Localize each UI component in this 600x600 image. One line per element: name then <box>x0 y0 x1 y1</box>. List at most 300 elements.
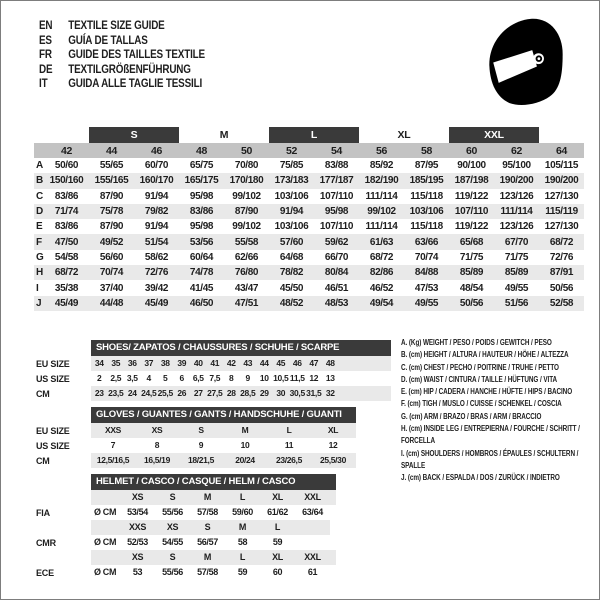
value-cell: XXL <box>295 550 330 565</box>
size-group-end-spacer <box>539 127 584 143</box>
value-cell: 9 <box>198 440 204 450</box>
value-cell: XS <box>135 423 179 438</box>
language-code: DE <box>39 63 53 76</box>
value-cell: M <box>190 490 225 505</box>
size-value: 56/60 <box>99 251 124 263</box>
value-cell: L <box>267 423 311 438</box>
legend-item: F. (cm) TIGH / MUSLO / CUISSE / SCHENKEL / COSCIA <box>401 399 562 409</box>
size-value: 70/74 <box>99 267 124 279</box>
size-value: 115/118 <box>410 221 443 233</box>
textile-row-f <box>34 234 584 249</box>
filler-cell <box>295 535 330 550</box>
row-letter: H <box>36 267 43 279</box>
value-cell: XS <box>120 550 155 565</box>
size-value: 103/106 <box>274 190 309 202</box>
value-cell: 23,5 <box>108 386 125 401</box>
legend-item: E. (cm) HIP / CADERA / HANCHE / HÜFTE / HIPS / BACINO <box>401 387 573 397</box>
shoes-table-row <box>36 386 391 401</box>
size-value: 64/68 <box>279 251 304 263</box>
value-cell: 59/60 <box>232 507 253 517</box>
value-cell: S <box>155 550 190 565</box>
value-cell: 28 <box>223 386 240 401</box>
shoes-table-row <box>36 356 391 371</box>
gloves-size-table <box>36 407 356 468</box>
size-value: 115/119 <box>545 206 578 218</box>
size-group-s: S <box>89 127 179 143</box>
value-cell: 2 <box>97 373 102 383</box>
size-value: 83/86 <box>54 221 79 233</box>
value-cell: 13 <box>325 373 335 383</box>
value-cell: 7 <box>110 440 116 450</box>
size-value: 85/89 <box>459 267 484 279</box>
value-cell: 16,5/19 <box>135 453 179 468</box>
size-value: 72/76 <box>144 267 169 279</box>
numeric-size: 42 <box>61 144 72 157</box>
size-value: 182/190 <box>364 175 399 187</box>
helmet-table-row <box>36 520 336 535</box>
size-value: 72/76 <box>549 251 574 263</box>
size-value: 82/86 <box>369 267 394 279</box>
size-value: 45/49 <box>144 297 169 309</box>
value-cell: 40 <box>190 356 207 371</box>
value-cell: 53/54 <box>127 507 148 517</box>
size-value: 95/98 <box>189 221 214 233</box>
value-cell: 26 <box>174 386 191 401</box>
filler-cell <box>339 356 392 371</box>
size-value: 123/126 <box>499 190 534 202</box>
size-value: 190/200 <box>499 175 534 187</box>
row-label: FIA <box>36 507 50 518</box>
size-value: 107/110 <box>454 206 489 218</box>
value-cell: 11 <box>284 440 294 450</box>
value-cell: 42 <box>223 356 240 371</box>
row-letter: F <box>36 236 42 248</box>
size-value: 87/90 <box>99 190 124 202</box>
filler-cell <box>295 520 330 535</box>
size-value: 71/75 <box>504 251 529 263</box>
filler-cell <box>355 453 356 468</box>
value-cell: S <box>179 423 223 438</box>
size-value: 107/110 <box>319 221 354 233</box>
row-letter: J <box>36 297 42 309</box>
size-value: 67/70 <box>504 236 529 248</box>
numeric-size-row <box>34 143 584 158</box>
value-cell: 63/64 <box>302 507 323 517</box>
size-value: 46/50 <box>189 297 214 309</box>
numeric-size: 58 <box>421 144 432 157</box>
value-cell: 39 <box>174 356 191 371</box>
size-value: 41/45 <box>189 282 214 294</box>
legend-item: A. (Kg) WEIGHT / PESO / POIDS / GEWITCH / PESO <box>401 338 552 347</box>
helmet-table-title: HELMET / CASCO / CASQUE / HELM / CASCO <box>91 474 336 490</box>
unit-label: Ø CM <box>94 537 117 547</box>
value-cell: 24,5 <box>141 386 158 401</box>
size-value: 44/48 <box>99 297 124 309</box>
value-cell: XL <box>260 550 295 565</box>
value-cell: M <box>190 550 225 565</box>
row-label: EU SIZE <box>36 358 70 369</box>
gloves-table-title: GLOVES / GUANTES / GANTS / HANDSCHUHE / GUANTI <box>91 407 356 423</box>
size-group-l: L <box>269 127 359 143</box>
row-label: US SIZE <box>36 440 70 451</box>
legend-item: J. (cm) BACK / ESPALDA / DOS / ZURÜCK / INDIETRO <box>401 473 560 483</box>
legend-item: D. (cm) WAIST / CINTURA / TAILLE / HÜFTUNG / VITA <box>401 374 558 384</box>
value-cell: 61 <box>307 567 318 577</box>
size-value: 55/58 <box>234 236 259 248</box>
size-value: 62/66 <box>234 251 259 263</box>
language-code: EN <box>39 20 53 32</box>
measurement-legend <box>401 337 597 485</box>
helmet-table-row <box>36 505 336 520</box>
gloves-table-row <box>36 423 356 438</box>
value-cell: 57/58 <box>197 567 218 577</box>
numeric-size: 60 <box>466 144 477 157</box>
size-value: 48/54 <box>459 282 484 294</box>
unit-spacer <box>91 550 120 565</box>
filler-cell <box>330 550 336 565</box>
size-value: 165/175 <box>184 175 219 187</box>
size-value: 37/40 <box>99 282 124 294</box>
value-cell: 38 <box>157 356 174 371</box>
size-value: 74/78 <box>189 267 214 279</box>
value-cell: XS <box>155 520 190 535</box>
size-value: 52/58 <box>549 297 574 309</box>
size-value: 60/70 <box>144 160 169 172</box>
value-cell: 4 <box>146 373 151 383</box>
size-value: 127/130 <box>544 221 579 233</box>
language-code: FR <box>39 49 52 62</box>
legend-item: C. (cm) CHEST / PECHO / POITRINE / TRUHE / PETTO <box>401 362 559 372</box>
value-cell: 53 <box>132 567 143 577</box>
row-letter: A <box>36 160 43 172</box>
value-cell: 12 <box>309 373 319 383</box>
language-title: GUIDA ALLE TAGLIE TESSILI <box>68 78 203 91</box>
numeric-size: 62 <box>511 144 522 157</box>
value-cell: 27,5 <box>207 386 224 401</box>
numeric-size: 48 <box>196 144 207 157</box>
size-value: 75/85 <box>279 160 304 172</box>
value-cell: XXL <box>295 490 330 505</box>
size-value: 83/86 <box>54 190 79 202</box>
size-value: 91/94 <box>144 190 169 202</box>
value-cell: 31,5 <box>306 386 323 401</box>
textile-row-h <box>34 265 584 280</box>
size-value: 87/90 <box>234 206 259 218</box>
size-value: 111/114 <box>500 206 533 218</box>
gloves-title-row <box>36 407 356 423</box>
size-value: 43/47 <box>234 282 259 294</box>
row-label: EU SIZE <box>36 425 70 436</box>
size-value: 155/165 <box>94 175 129 187</box>
value-cell: 41 <box>207 356 224 371</box>
language-title: TEXTILGRÖßENFÜHRUNG <box>68 63 191 76</box>
numeric-size: 64 <box>556 144 567 157</box>
value-cell: 30,5 <box>289 386 306 401</box>
size-value: 51/54 <box>144 236 169 248</box>
textile-row-c <box>34 189 584 204</box>
size-value: 85/92 <box>369 160 394 172</box>
filler-cell <box>330 490 336 505</box>
size-group-spacer <box>34 127 89 143</box>
textile-row-j <box>34 296 584 311</box>
language-code: ES <box>39 34 52 47</box>
size-value: 68/72 <box>369 251 394 263</box>
value-cell: 25,5 <box>157 386 174 401</box>
size-value: 127/130 <box>544 190 579 202</box>
value-cell: 11,5 <box>289 373 305 383</box>
value-cell: M <box>223 423 267 438</box>
size-value: 91/94 <box>144 221 169 233</box>
value-cell: 45 <box>273 356 290 371</box>
size-value: 83/86 <box>189 206 214 218</box>
size-value: 54/58 <box>54 251 79 263</box>
helmet-table-row <box>36 490 336 505</box>
value-cell: 37 <box>141 356 158 371</box>
language-row <box>39 48 205 63</box>
size-value: 46/51 <box>324 282 349 294</box>
value-cell: 59 <box>272 537 283 547</box>
value-cell: L <box>225 490 260 505</box>
value-cell: XS <box>120 490 155 505</box>
legend-item: G. (cm) ARM / BRAZO / BRAS / ARM / BRACCIO <box>401 411 542 421</box>
value-cell: 59 <box>237 567 248 577</box>
textile-row-g <box>34 250 584 265</box>
size-value: 47/51 <box>234 297 259 309</box>
size-group-m: M <box>219 129 229 141</box>
value-cell: 6,5 <box>192 373 204 383</box>
value-cell: 18/21,5 <box>179 453 223 468</box>
row-letter: I <box>36 282 39 294</box>
size-value: 95/98 <box>189 190 214 202</box>
filler-cell <box>330 505 336 520</box>
row-label: CM <box>36 388 50 399</box>
value-cell: 9 <box>245 373 250 383</box>
value-cell: 58 <box>237 537 248 547</box>
helmet-table-row <box>36 550 336 565</box>
unit-spacer <box>91 490 120 505</box>
size-value: 84/88 <box>414 267 439 279</box>
value-cell: XXS <box>91 423 135 438</box>
textile-row-d <box>34 204 584 219</box>
size-value: 111/114 <box>365 221 398 233</box>
size-value: 83/88 <box>324 160 349 172</box>
size-value: 47/53 <box>414 282 439 294</box>
helmet-size-table <box>36 474 336 580</box>
size-value: 57/60 <box>279 236 304 248</box>
shoes-size-table <box>36 340 391 401</box>
filler-cell <box>355 438 356 453</box>
value-cell: L <box>225 550 260 565</box>
size-value: 160/170 <box>139 175 174 187</box>
value-cell: 25,5/30 <box>311 453 355 468</box>
value-cell: 23 <box>91 386 108 401</box>
size-value: 48/53 <box>324 297 349 309</box>
value-cell: 10 <box>259 373 269 383</box>
textile-row-a <box>34 158 584 173</box>
size-value: 60/64 <box>189 251 214 263</box>
size-value: 70/80 <box>234 160 259 172</box>
size-group-row <box>34 127 584 143</box>
size-value: 49/55 <box>504 282 529 294</box>
size-value: 70/74 <box>414 251 439 263</box>
row-label: CMR <box>36 537 56 548</box>
numeric-size: 50 <box>241 144 252 157</box>
value-cell: 12 <box>328 440 338 450</box>
size-value: 103/106 <box>274 221 309 233</box>
size-value: 123/126 <box>499 221 534 233</box>
helmet-icon <box>487 14 565 108</box>
value-cell: 24 <box>124 386 141 401</box>
filler-cell <box>339 386 392 401</box>
value-cell: 55/56 <box>162 567 183 577</box>
value-cell: 10,5 <box>273 373 289 383</box>
value-cell: 34 <box>91 356 108 371</box>
size-value: 78/82 <box>279 267 304 279</box>
helmet-title-row <box>36 474 336 490</box>
size-value: 45/50 <box>279 282 304 294</box>
value-cell: 2,5 <box>110 373 122 383</box>
row-label: CM <box>36 455 50 466</box>
size-value: 39/42 <box>144 282 169 294</box>
value-cell: 29 <box>256 386 273 401</box>
filler-cell <box>330 565 336 580</box>
value-cell: 8 <box>229 373 234 383</box>
size-value: 49/54 <box>369 297 394 309</box>
size-value: 173/183 <box>274 175 309 187</box>
shoes-title-row <box>36 340 391 356</box>
language-title: GUIDE DES TAILLES TEXTILE <box>68 49 205 62</box>
filler-cell <box>339 371 392 386</box>
size-value: 170/180 <box>229 175 264 187</box>
size-value: 76/80 <box>234 267 259 279</box>
size-value: 75/78 <box>99 206 124 218</box>
size-value: 61/63 <box>369 236 394 248</box>
size-value: 99/102 <box>367 206 396 218</box>
legend-item: H. (cm) INSIDE LEG / ENTREPIERNA / FOURCHE / SCHRITT / FORCELLA <box>401 424 580 446</box>
value-cell: 54/55 <box>162 537 183 547</box>
size-value: 177/187 <box>319 175 354 187</box>
value-cell: 32 <box>322 386 339 401</box>
helmet-table-row <box>36 535 336 550</box>
size-value: 190/200 <box>544 175 579 187</box>
shoes-table-title: SHOES/ ZAPATOS / CHAUSSURES / SCHUHE / SCARPE <box>91 340 391 356</box>
value-cell: 60 <box>272 567 283 577</box>
size-value: 35/38 <box>54 282 79 294</box>
language-row <box>39 34 205 49</box>
row-label: ECE <box>36 567 54 578</box>
value-cell: 44 <box>256 356 273 371</box>
size-value: 90/100 <box>457 160 486 172</box>
size-value: 68/72 <box>549 236 574 248</box>
value-cell: 48 <box>322 356 339 371</box>
size-value: 51/56 <box>504 297 529 309</box>
row-label: US SIZE <box>36 373 70 384</box>
size-value: 48/52 <box>279 297 304 309</box>
language-title: GUÍA DE TALLAS <box>68 34 148 47</box>
size-value: 53/56 <box>189 236 214 248</box>
language-header <box>39 19 205 92</box>
size-value: 95/98 <box>324 206 349 218</box>
size-value: 111/114 <box>365 190 398 202</box>
size-value: 71/74 <box>54 206 79 218</box>
size-value: 50/60 <box>54 160 79 172</box>
value-cell: 10 <box>240 440 250 450</box>
size-value: 49/55 <box>414 297 439 309</box>
value-cell: 28,5 <box>240 386 257 401</box>
numeric-size: 56 <box>376 144 387 157</box>
value-cell: 8 <box>154 440 160 450</box>
value-cell: 47 <box>306 356 323 371</box>
value-cell: 3,5 <box>126 373 138 383</box>
value-cell: 61/62 <box>267 507 288 517</box>
size-value: 119/122 <box>454 190 489 202</box>
size-value: 99/102 <box>232 190 261 202</box>
value-cell: 7,5 <box>209 373 221 383</box>
size-value: 59/62 <box>324 236 349 248</box>
numeric-size: 52 <box>286 144 297 157</box>
row-letter: B <box>36 175 43 187</box>
size-value: 50/56 <box>459 297 484 309</box>
textile-row-b <box>34 173 584 188</box>
size-value: 85/89 <box>504 267 529 279</box>
size-value: 68/72 <box>54 267 79 279</box>
size-value: 46/52 <box>369 282 394 294</box>
size-value: 115/118 <box>410 190 443 202</box>
row-letter: D <box>36 206 43 218</box>
size-value: 95/100 <box>502 160 531 172</box>
size-group-xl: XL <box>397 129 411 141</box>
size-value: 63/66 <box>414 236 439 248</box>
size-value: 107/110 <box>319 190 354 202</box>
shoes-table-row <box>36 371 391 386</box>
value-cell: S <box>155 490 190 505</box>
value-cell: XXS <box>120 520 155 535</box>
size-value: 87/90 <box>99 221 124 233</box>
language-title: TEXTILE SIZE GUIDE <box>68 20 165 32</box>
size-value: 50/56 <box>549 282 574 294</box>
size-value: 91/94 <box>279 206 304 218</box>
unit-spacer <box>91 520 120 535</box>
unit-label: Ø CM <box>94 567 117 577</box>
size-value: 99/102 <box>232 221 261 233</box>
value-cell: M <box>225 520 260 535</box>
size-value: 87/95 <box>414 160 439 172</box>
language-code: IT <box>39 78 48 91</box>
textile-size-table <box>34 127 584 311</box>
value-cell: 5 <box>163 373 168 383</box>
value-cell: S <box>190 520 225 535</box>
helmet-table-row <box>36 565 336 580</box>
value-cell: 43 <box>240 356 257 371</box>
numeric-size: 54 <box>331 144 342 157</box>
language-row <box>39 19 205 34</box>
legend-item: B. (cm) HEIGHT / ALTURA / HAUTEUR / HÖHE / ALTEZZA <box>401 350 569 360</box>
value-cell: L <box>260 520 295 535</box>
textile-row-e <box>34 219 584 234</box>
size-value: 65/75 <box>189 160 214 172</box>
value-cell: 6 <box>179 373 184 383</box>
size-value: 79/82 <box>144 206 169 218</box>
numeric-size: 46 <box>151 144 162 157</box>
gloves-table-row <box>36 438 356 453</box>
language-row <box>39 77 205 92</box>
size-value: 47/50 <box>54 236 79 248</box>
value-cell: 12,5/16,5 <box>91 453 135 468</box>
value-cell: 35 <box>108 356 125 371</box>
unit-label: Ø CM <box>94 507 117 517</box>
value-cell: 30 <box>273 386 290 401</box>
gloves-table-row <box>36 453 356 468</box>
